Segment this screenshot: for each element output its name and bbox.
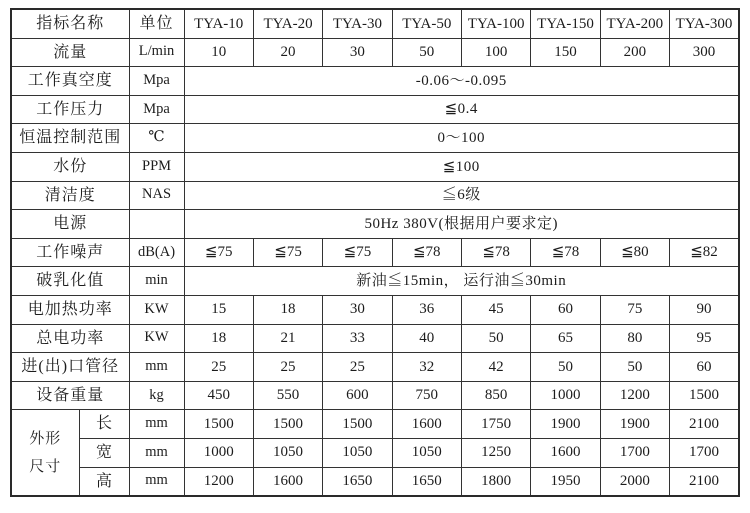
spec-cell: 20 [253,38,322,67]
row-label-heating-power: 电加热功率 [11,295,129,324]
column-header-tya-10: TYA-10 [184,9,253,38]
spec-cell: 1500 [670,381,739,410]
spec-cell: 1500 [253,410,322,439]
table-row-dimension-length [11,410,739,439]
table-row-heating-power [11,295,739,324]
table-header-row [11,9,739,38]
spec-cell: 1500 [184,410,253,439]
spec-cell: 1600 [253,467,322,496]
spec-cell-merged: ≦6级 [184,181,739,210]
table-row-dimension-height [11,467,739,496]
spec-cell: 1050 [323,438,392,467]
row-unit: KW [129,324,184,353]
row-label-temperature-control-range: 恒温控制范围 [11,124,129,153]
spec-cell: 33 [323,324,392,353]
spec-cell: 10 [184,38,253,67]
row-unit: KW [129,295,184,324]
spec-cell: 1050 [392,438,461,467]
spec-cell: ≦75 [323,238,392,267]
spec-cell: 1600 [392,410,461,439]
spec-cell: 1200 [184,467,253,496]
spec-cell: 1900 [600,410,669,439]
row-unit: kg [129,381,184,410]
spec-cell: 200 [600,38,669,67]
row-label-power-supply: 电源 [11,210,129,239]
spec-cell: 40 [392,324,461,353]
spec-cell: ≦80 [600,238,669,267]
spec-cell: 80 [600,324,669,353]
column-header-tya-20: TYA-20 [253,9,322,38]
spec-cell: 1650 [323,467,392,496]
spec-cell: 550 [253,381,322,410]
row-unit: mm [129,353,184,382]
table-row-cleanliness [11,181,739,210]
spec-cell-merged: 0～100 [184,124,739,153]
spec-cell: 1750 [461,410,530,439]
spec-cell: 1700 [670,438,739,467]
spec-cell: 100 [461,38,530,67]
spec-cell: 50 [531,353,600,382]
spec-cell: ≦75 [184,238,253,267]
row-unit: mm [129,467,184,496]
spec-cell: 300 [670,38,739,67]
table-row-dimension-width [11,438,739,467]
spec-cell: 1950 [531,467,600,496]
spec-cell: ≦78 [531,238,600,267]
row-unit: mm [129,438,184,467]
row-unit: min [129,267,184,296]
table-row-equipment-weight [11,381,739,410]
column-header-tya-50: TYA-50 [392,9,461,38]
row-unit: NAS [129,181,184,210]
spec-cell: ≦78 [461,238,530,267]
spec-table [10,8,740,497]
spec-cell: 21 [253,324,322,353]
spec-cell: 50 [461,324,530,353]
spec-cell: 600 [323,381,392,410]
spec-cell: ≦82 [670,238,739,267]
spec-cell: 1050 [253,438,322,467]
spec-cell-merged: ≦100 [184,152,739,181]
spec-cell: 1000 [184,438,253,467]
spec-cell: 75 [600,295,669,324]
spec-cell: 50 [392,38,461,67]
row-label-total-electric-power: 总电功率 [11,324,129,353]
spec-cell: 42 [461,353,530,382]
spec-cell: 32 [392,353,461,382]
row-unit: dB(A) [129,238,184,267]
spec-cell: 18 [253,295,322,324]
spec-cell: 450 [184,381,253,410]
spec-cell: 18 [184,324,253,353]
table-row-working-pressure [11,95,739,124]
row-unit: mm [129,410,184,439]
table-row-working-noise [11,238,739,267]
row-label-height: 高 [79,467,129,496]
spec-cell: 850 [461,381,530,410]
spec-cell-merged: -0.06～-0.095 [184,67,739,96]
column-header-tya-200: TYA-200 [600,9,669,38]
row-unit: Mpa [129,95,184,124]
row-label-length: 长 [79,410,129,439]
spec-cell: 150 [531,38,600,67]
spec-cell: ≦75 [253,238,322,267]
spec-cell: 2100 [670,410,739,439]
row-label-flow-rate: 流量 [11,38,129,67]
table-row-pipe-diameter [11,353,739,382]
column-header-tya-300: TYA-300 [670,9,739,38]
spec-cell: 1250 [461,438,530,467]
row-unit: PPM [129,152,184,181]
spec-cell: 30 [323,38,392,67]
row-unit: Mpa [129,67,184,96]
spec-cell: 60 [531,295,600,324]
dimension-group-label [11,410,79,496]
spec-cell: 1500 [323,410,392,439]
spec-cell: 25 [253,353,322,382]
row-unit: L/min [129,38,184,67]
row-label-cleanliness: 清洁度 [11,181,129,210]
spec-cell: 25 [323,353,392,382]
spec-cell: 1200 [600,381,669,410]
spec-cell: 60 [670,353,739,382]
row-label-width: 宽 [79,438,129,467]
spec-cell: 15 [184,295,253,324]
row-unit [129,210,184,239]
spec-cell: 1700 [600,438,669,467]
spec-cell: 50 [600,353,669,382]
spec-cell: 1650 [392,467,461,496]
table-row-flow-rate [11,38,739,67]
row-unit: ℃ [129,124,184,153]
column-header-unit: 单位 [129,9,184,38]
row-label-demulsification-value: 破乳化值 [11,267,129,296]
table-row-temperature-control-range [11,124,739,153]
row-label-working-vacuum: 工作真空度 [11,67,129,96]
column-header-tya-150: TYA-150 [531,9,600,38]
spec-cell: 750 [392,381,461,410]
table-row-working-vacuum [11,67,739,96]
table-row-water-content [11,152,739,181]
spec-cell-merged: 50Hz 380V(根据用户要求定) [184,210,739,239]
table-row-total-electric-power [11,324,739,353]
row-label-working-pressure: 工作压力 [11,95,129,124]
table-row-power-supply [11,210,739,239]
spec-cell: 90 [670,295,739,324]
column-header-tya-100: TYA-100 [461,9,530,38]
spec-cell: 1000 [531,381,600,410]
spec-cell: 95 [670,324,739,353]
dimension-group-label-line2: 尺寸 [29,458,62,475]
spec-cell: 2000 [600,467,669,496]
spec-cell: 30 [323,295,392,324]
row-label-pipe-diameter: 进(出)口管径 [11,353,129,382]
spec-cell: 1800 [461,467,530,496]
spec-cell-merged: ≦0.4 [184,95,739,124]
spec-cell: 65 [531,324,600,353]
spec-cell: 36 [392,295,461,324]
column-header-tya-30: TYA-30 [323,9,392,38]
row-label-working-noise: 工作噪声 [11,238,129,267]
spec-cell: ≦78 [392,238,461,267]
spec-cell: 2100 [670,467,739,496]
spec-cell: 1600 [531,438,600,467]
spec-cell: 45 [461,295,530,324]
table-row-demulsification-value [11,267,739,296]
spec-cell: 1900 [531,410,600,439]
row-label-water-content: 水份 [11,152,129,181]
column-header-name: 指标名称 [11,9,129,38]
row-label-equipment-weight: 设备重量 [11,381,129,410]
dimension-group-label-line1: 外形 [29,430,62,447]
spec-cell: 25 [184,353,253,382]
spec-cell-merged: 新油≦15min， 运行油≦30min [184,267,739,296]
